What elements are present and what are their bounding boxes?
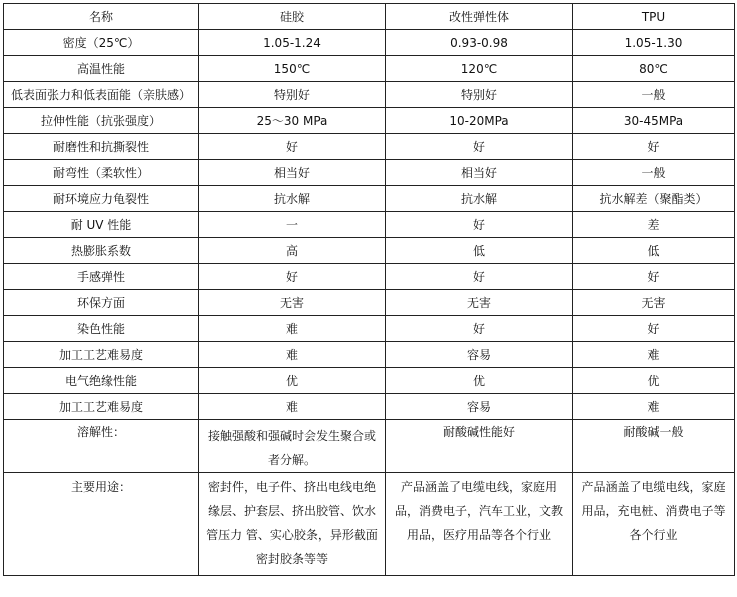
uses-row	[4, 473, 735, 576]
cell-tpu: 抗水解差（聚酯类）	[573, 186, 735, 212]
cell-property: 热膨胀系数	[4, 238, 199, 264]
cell-property: 高温性能	[4, 56, 199, 82]
table-row	[4, 394, 735, 420]
cell-property: 密度（25℃）	[4, 30, 199, 56]
cell-elastomer: 容易	[386, 342, 573, 368]
cell-silicone: 难	[199, 342, 386, 368]
table-row	[4, 368, 735, 394]
cell-elastomer: 0.93-0.98	[386, 30, 573, 56]
uses-label: 主要用途：	[4, 473, 199, 576]
cell-property: 低表面张力和低表面能（亲肤感）	[4, 82, 199, 108]
cell-property: 手感弹性	[4, 264, 199, 290]
table-row	[4, 186, 735, 212]
cell-silicone: 相当好	[199, 160, 386, 186]
solubility-row	[4, 420, 735, 473]
cell-tpu: 好	[573, 264, 735, 290]
cell-elastomer: 容易	[386, 394, 573, 420]
cell-tpu: 优	[573, 368, 735, 394]
solubility-elastomer: 耐酸碱性能好	[386, 420, 573, 473]
cell-elastomer: 10-20MPa	[386, 108, 573, 134]
cell-elastomer: 120℃	[386, 56, 573, 82]
table-row	[4, 238, 735, 264]
cell-tpu: 难	[573, 342, 735, 368]
cell-property: 加工工艺难易度	[4, 394, 199, 420]
table-row	[4, 108, 735, 134]
cell-tpu: 1.05-1.30	[573, 30, 735, 56]
table-row	[4, 342, 735, 368]
cell-elastomer: 优	[386, 368, 573, 394]
header-cell-silicone: 硅胶	[199, 4, 386, 30]
cell-silicone: 特别好	[199, 82, 386, 108]
solubility-silicone	[199, 420, 386, 473]
table-row	[4, 30, 735, 56]
cell-silicone: 1.05-1.24	[199, 30, 386, 56]
cell-silicone: 难	[199, 394, 386, 420]
cell-tpu: 一般	[573, 82, 735, 108]
cell-silicone: 一	[199, 212, 386, 238]
cell-tpu: 好	[573, 316, 735, 342]
cell-silicone: 好	[199, 134, 386, 160]
cell-elastomer: 相当好	[386, 160, 573, 186]
cell-property: 染色性能	[4, 316, 199, 342]
solubility-tpu: 耐酸碱一般	[573, 420, 735, 473]
cell-elastomer: 特别好	[386, 82, 573, 108]
table-footer-rows	[4, 420, 735, 576]
material-comparison-table	[3, 3, 735, 576]
uses-silicone-text: 密封件，电子件、挤出电线电绝缘层、护套层、挤出胶管、饮水管压力 管、实心胶条，异形截面密封胶条等等	[206, 480, 378, 566]
cell-property: 耐环境应力龟裂性	[4, 186, 199, 212]
cell-silicone: 150℃	[199, 56, 386, 82]
header-cell-elastomer: 改性弹性体	[386, 4, 573, 30]
cell-property: 拉伸性能（抗张强度）	[4, 108, 199, 134]
cell-property: 电气绝缘性能	[4, 368, 199, 394]
uses-elastomer-text: 产品涵盖了电缆电线，家庭用品，消费电子，汽车工业，文教用品，医疗用品等各个行业	[394, 480, 563, 542]
header-cell-tpu: TPU	[573, 4, 735, 30]
cell-silicone: 好	[199, 264, 386, 290]
cell-silicone: 抗水解	[199, 186, 386, 212]
uses-elastomer	[386, 473, 573, 576]
cell-property: 耐弯性（柔软性）	[4, 160, 199, 186]
cell-elastomer: 好	[386, 134, 573, 160]
uses-tpu-text: 产品涵盖了电缆电线，家庭用品，充电桩、消费电子等各个行业	[581, 480, 726, 542]
table-body	[4, 4, 735, 420]
cell-tpu: 30-45MPa	[573, 108, 735, 134]
table-row	[4, 134, 735, 160]
cell-tpu: 一般	[573, 160, 735, 186]
cell-silicone: 无害	[199, 290, 386, 316]
cell-tpu: 好	[573, 134, 735, 160]
cell-elastomer: 好	[386, 212, 573, 238]
cell-silicone: 优	[199, 368, 386, 394]
cell-elastomer: 低	[386, 238, 573, 264]
cell-property: 环保方面	[4, 290, 199, 316]
solubility-label: 溶解性：	[4, 420, 199, 473]
cell-elastomer: 好	[386, 264, 573, 290]
cell-silicone: 高	[199, 238, 386, 264]
table-row	[4, 82, 735, 108]
table-row	[4, 56, 735, 82]
cell-property: 耐磨性和抗撕裂性	[4, 134, 199, 160]
table-row	[4, 290, 735, 316]
solubility-silicone-text: 接触强酸和强碱时会发生聚合或者分解。	[207, 429, 376, 467]
cell-tpu: 低	[573, 238, 735, 264]
cell-tpu: 无害	[573, 290, 735, 316]
uses-tpu	[573, 473, 735, 576]
cell-silicone: 难	[199, 316, 386, 342]
uses-silicone	[199, 473, 386, 576]
cell-silicone: 25～30 MPa	[199, 108, 386, 134]
cell-property: 加工工艺难易度	[4, 342, 199, 368]
table-row	[4, 160, 735, 186]
cell-property: 耐 UV 性能	[4, 212, 199, 238]
cell-elastomer: 抗水解	[386, 186, 573, 212]
cell-tpu: 难	[573, 394, 735, 420]
cell-elastomer: 无害	[386, 290, 573, 316]
table-row	[4, 264, 735, 290]
header-row	[4, 4, 735, 30]
table-row	[4, 316, 735, 342]
table-row	[4, 212, 735, 238]
cell-tpu: 差	[573, 212, 735, 238]
cell-tpu: 80℃	[573, 56, 735, 82]
cell-elastomer: 好	[386, 316, 573, 342]
header-cell-name: 名称	[4, 4, 199, 30]
